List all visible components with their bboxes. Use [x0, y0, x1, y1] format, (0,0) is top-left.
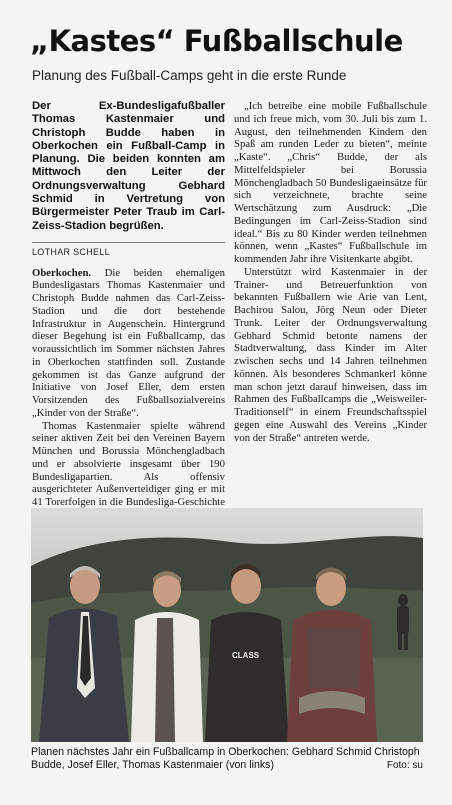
group-photo-illustration: [31, 508, 423, 742]
paragraph-text: Die beiden ehemaligen Bundesligastars Thomas Kastenmaier und Christoph Budde nahmen das Carl-Zeiss-Stadion und die dort bestehende Infrastruktur in Augenschein. Hintergrund dieser Begehung ist ein Fußballcamp, das voraussichtlich im Sommer nächsten Jahres in Oberkochen stattfinden soll. Zustande gekommen ist das Ganze aufgrund der Initiative von Josef Eller, dem ersten Vorsitzenden des Fußballsozialvereins „Kinder von der Straße“.: [32, 266, 225, 419]
photo-caption: [31, 746, 423, 772]
article-column-right: [234, 100, 427, 444]
article-dateline: Oberkochen.: [32, 266, 92, 279]
article-lead: Der Ex-Bundesligafußballer Thomas Kastenmaier und Christoph Budde haben in Oberkochen ein Fußball-Camp in Planung. Die beiden konnten am Mittwoch den Leiter der Ordnungsverwaltung Gebhard Schmid in Vertretung von Bürgermeister Peter Traub im Carl-Zeiss-Stadion begrüßen.: [32, 100, 225, 232]
article-paragraph: [32, 267, 225, 420]
photo-credit: Foto: su: [386, 760, 423, 771]
shirt-print: CLASS: [232, 651, 260, 660]
caption-text: Planen nächstes Jahr ein Fußballcamp in Oberkochen: Gebhard Schmid Christoph Budde, Josef Eller, Thomas Kastenmaier (von links): [31, 746, 420, 771]
article-paragraph: Thomas Kastenmaier spielte während seiner aktiven Zeit bei den Vereinen Bayern München und Borussia Mönchengladbach und er absolvierte insgesamt über 190 Bundesligapartien. Als offensiv ausgerichteter Außenverteidiger ging er mit 41 Torerfolgen in die Bundesliga-Geschichte: [32, 419, 225, 509]
article-headline: „Kastes“ Fußballschule: [30, 24, 403, 58]
article-paragraph: Unterstützt wird Kastenmaier in der Trainer- und Betreuerfunktion von bekannten Fußballern wie Arie van Lent, Bachirou Salou, Jörg Neun oder Dieter Trunk. Leiter der Ordnungsverwaltung Gebhard Schmid betonte namens der Stadtverwaltung, dass Kinder im Alter zwischen sechs und 14 Jahren teilnehmen können. Als besonderes Schmankerl könne man schon jetzt darauf hinweisen, dass im Rahmen des Fußballcamps die „Weisweiler-Traditionself“ in einem Freundschaftsspiel gegen eine Auswahl des Vereins „Kinder von der Straße“ antreten werde.: [234, 265, 427, 444]
author-byline: LOTHAR SCHELL: [32, 242, 225, 259]
article-subheadline: Planung des Fußball-Camps geht in die erste Runde: [32, 68, 347, 83]
article-column-left: [32, 100, 225, 522]
article-photo: [31, 508, 423, 742]
article-paragraph: „Ich betreibe eine mobile Fußballschule und ich freue mich, vom 30. Juli bis zum 1. August, den teilnehmenden Kindern den Spaß am runden Leder zu bieten“, meinte „Kaste“. „Chris“ Budde, der als Mittelfeldspieler bei Borussia Mönchengladbach 50 Bundesligaeinsätze für sich verzeichnete, brachte seine Wertschätzung zum Ausdruck: „Die Bedingungen im Carl-Zeiss-Stadion sind ideal.“ Bis zu 80 Kinder werden teilnehmen können, wenn „Kastes“ Fußballschule im kommenden Jahr ihre Visitenkarte abgibt.: [234, 100, 427, 265]
